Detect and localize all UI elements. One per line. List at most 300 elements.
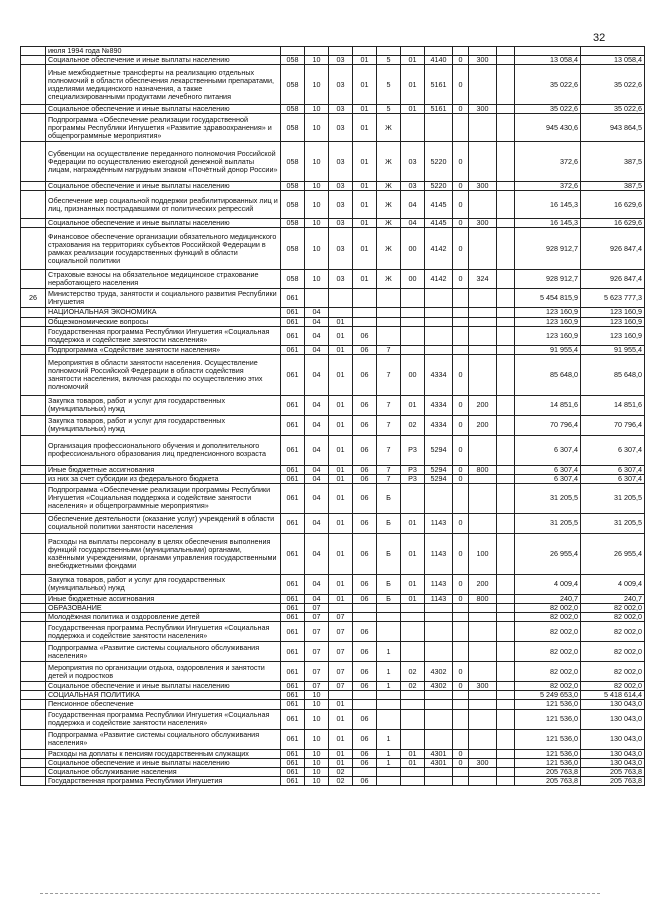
table-row [21,483,645,513]
code-subsection: 07 [329,682,353,691]
row-number [21,345,46,354]
code-subsection: 03 [329,65,353,105]
code-direction [425,691,453,700]
amount-2025: 35 022,6 [581,105,645,114]
code-expense-type: 300 [469,105,497,114]
row-number [21,114,46,142]
row-number [21,228,46,270]
row-number [21,691,46,700]
code-subprogram [377,776,401,785]
row-name: Социальное обеспечение и иные выплаты населению [46,758,281,767]
row-name: Субвенции на осуществление переданного полномочия Российской Федерации по осуществлению ежегодной денежной выплаты лицам, награждённым нагрудным знаком «Почётный донор России» [46,142,281,182]
table-row [21,65,645,105]
table-row [21,395,645,415]
code-subprogram [377,326,401,345]
code-section: 10 [305,219,329,228]
code-direction [425,114,453,142]
row-name: Подпрограмма «Обеспечение реализации программы Республики Ингушетия «Социальная поддержка и содействие занятости населения» и общепрограммные мероприятия» [46,483,281,513]
row-name: Иные бюджетные ассигнования [46,465,281,474]
code-ministry: 061 [281,613,305,622]
code-direction [425,642,453,662]
code-direction: 5294 [425,465,453,474]
code-subsection: 01 [329,574,353,594]
code-empty [497,749,515,758]
row-name: Общеэкономические вопросы [46,317,281,326]
code-expense-type [469,191,497,219]
amount-2025: 943 864,5 [581,114,645,142]
code-subprogram: 7 [377,345,401,354]
code-ministry: 061 [281,776,305,785]
code-empty [497,56,515,65]
code-subsection: 07 [329,622,353,642]
row-number [21,533,46,574]
code-extra: 0 [453,415,469,435]
row-name: Организация профессионального обучения и дополнительного профессионального образования лиц предпенсионного возраста [46,435,281,465]
code-extra [453,709,469,729]
code-expense-type [469,345,497,354]
code-extra: 0 [453,682,469,691]
table-row [21,105,645,114]
code-ministry: 061 [281,662,305,682]
table-row [21,182,645,191]
table-row [21,758,645,767]
table-row [21,613,645,622]
code-subsection: 01 [329,326,353,345]
code-ministry: 061 [281,749,305,758]
code-extra: 0 [453,142,469,182]
code-event [401,776,425,785]
row-name: Государственная программа Республики Ингушетия «Социальная поддержка и содействие занятости населения» [46,622,281,642]
code-ministry: 061 [281,345,305,354]
code-ministry: 058 [281,270,305,289]
row-number [21,700,46,709]
code-subprogram: Ж [377,142,401,182]
code-subprogram: 1 [377,662,401,682]
code-subsection: 03 [329,114,353,142]
amount-2024: 16 145,3 [515,191,581,219]
code-direction [425,345,453,354]
code-direction: 1143 [425,574,453,594]
code-subsection: 01 [329,483,353,513]
row-name: Мероприятия в области занятости населения. Осуществление полномочий Российской Федерации в области содействия занятости населения, включая расходы по осуществлению этих полномочий [46,354,281,395]
amount-2024: 121 536,0 [515,758,581,767]
code-empty [497,709,515,729]
footer-divider [40,893,600,894]
code-event: 01 [401,56,425,65]
code-subprogram: Б [377,533,401,574]
amount-2024: 26 955,4 [515,533,581,574]
code-ministry: 061 [281,758,305,767]
code-event: 03 [401,142,425,182]
amount-2025: 82 002,0 [581,642,645,662]
row-number [21,142,46,182]
row-name: Закупка товаров, работ и услуг для государственных (муниципальных) нужд [46,574,281,594]
amount-2024: 13 058,4 [515,56,581,65]
code-empty [497,435,515,465]
amount-2025: 31 205,5 [581,513,645,533]
code-program: 01 [353,182,377,191]
code-section: 10 [305,749,329,758]
code-section: 04 [305,483,329,513]
code-program: 06 [353,682,377,691]
code-direction: 4302 [425,682,453,691]
amount-2024: 82 002,0 [515,642,581,662]
row-number [21,395,46,415]
table-row [21,114,645,142]
code-subsection: 01 [329,709,353,729]
table-row [21,219,645,228]
code-program: 01 [353,65,377,105]
code-empty [497,354,515,395]
code-expense-type [469,776,497,785]
amount-2024: 82 002,0 [515,682,581,691]
row-name: Социальное обеспечение и иные выплаты населению [46,56,281,65]
code-subprogram: 5 [377,105,401,114]
row-number [21,354,46,395]
code-empty [497,114,515,142]
code-extra [453,114,469,142]
code-section [305,289,329,308]
code-empty [497,105,515,114]
table-row [21,749,645,758]
table-row [21,191,645,219]
row-number [21,662,46,682]
code-section: 04 [305,574,329,594]
code-program: 06 [353,415,377,435]
amount-2025: 31 205,5 [581,483,645,513]
code-extra [453,326,469,345]
code-event [401,642,425,662]
table-row [21,142,645,182]
amount-2024: 240,7 [515,594,581,603]
amount-2025: 387,5 [581,182,645,191]
code-section: 10 [305,142,329,182]
amount-2025: 926 847,4 [581,228,645,270]
code-subsection: 01 [329,465,353,474]
code-extra [453,776,469,785]
code-program: 06 [353,758,377,767]
code-empty [497,182,515,191]
code-direction: 4142 [425,228,453,270]
code-empty [497,47,515,56]
code-subsection: 03 [329,56,353,65]
code-direction [425,767,453,776]
code-empty [497,326,515,345]
code-empty [497,767,515,776]
amount-2025: 82 002,0 [581,613,645,622]
amount-2024: 5 454 815,9 [515,289,581,308]
code-subsection: 01 [329,749,353,758]
amount-2025: 26 955,4 [581,533,645,574]
code-direction: 4140 [425,56,453,65]
code-extra [453,767,469,776]
code-direction: 5294 [425,474,453,483]
code-direction [425,622,453,642]
code-expense-type [469,354,497,395]
code-event: 01 [401,574,425,594]
code-event: Р3 [401,435,425,465]
code-program: 01 [353,270,377,289]
amount-2025: 82 002,0 [581,622,645,642]
row-name: Расходы на выплаты персоналу в целях обеспечения выполнения функций государственными (муниципальными) органами, казёнными учреждениями, органами управления государственными внебюджетными фондами [46,533,281,574]
code-subprogram [377,308,401,317]
code-section: 04 [305,345,329,354]
code-subprogram: Ж [377,219,401,228]
code-subprogram: Б [377,513,401,533]
code-section: 07 [305,604,329,613]
amount-2025: 926 847,4 [581,270,645,289]
code-program: 06 [353,345,377,354]
code-extra [453,642,469,662]
code-section: 10 [305,700,329,709]
row-name: Иные межбюджетные трансферты на реализацию отдельных полномочий в области обеспечения лекарственными препаратами, изделиями медицинского назначения, а также специализированными продуктами лечебного питания [46,65,281,105]
table-row [21,228,645,270]
code-event: 01 [401,395,425,415]
table-row [21,354,645,395]
code-extra: 0 [453,435,469,465]
code-expense-type: 300 [469,56,497,65]
code-subprogram: 7 [377,465,401,474]
code-empty [497,776,515,785]
code-ministry: 061 [281,435,305,465]
code-ministry: 061 [281,682,305,691]
code-subsection: 02 [329,767,353,776]
code-section: 04 [305,513,329,533]
code-empty [497,622,515,642]
code-section: 04 [305,395,329,415]
code-ministry: 058 [281,219,305,228]
code-subsection: 01 [329,594,353,603]
code-extra: 0 [453,56,469,65]
code-subprogram: Ж [377,191,401,219]
row-name: Расходы на доплаты к пенсиям государственным служащих [46,749,281,758]
code-section: 10 [305,105,329,114]
code-extra [453,308,469,317]
code-program: 06 [353,533,377,574]
code-subsection: 03 [329,219,353,228]
code-program: 01 [353,191,377,219]
code-section: 10 [305,691,329,700]
amount-2024: 5 249 653,0 [515,691,581,700]
code-ministry: 061 [281,767,305,776]
code-direction [425,308,453,317]
code-event [401,604,425,613]
code-ministry: 061 [281,289,305,308]
code-section: 04 [305,465,329,474]
table-row [21,435,645,465]
code-ministry: 061 [281,622,305,642]
code-subprogram: Ж [377,270,401,289]
amount-2025: 82 002,0 [581,604,645,613]
code-expense-type [469,308,497,317]
amount-2025: 82 002,0 [581,662,645,682]
code-program: 06 [353,474,377,483]
amount-2025: 130 043,0 [581,729,645,749]
code-empty [497,662,515,682]
code-empty [497,594,515,603]
code-subprogram: 1 [377,749,401,758]
amount-2024: 6 307,4 [515,474,581,483]
code-section: 04 [305,435,329,465]
code-expense-type: 300 [469,758,497,767]
code-subprogram [377,700,401,709]
code-empty [497,415,515,435]
code-empty [497,65,515,105]
row-name: Пенсионное обеспечение [46,700,281,709]
code-program: 06 [353,483,377,513]
code-empty [497,729,515,749]
amount-2024: 123 160,9 [515,308,581,317]
row-number [21,513,46,533]
code-section: 04 [305,533,329,574]
code-empty [497,270,515,289]
amount-2024: 70 796,4 [515,415,581,435]
code-direction [425,709,453,729]
code-program [353,289,377,308]
code-section: 07 [305,642,329,662]
code-subprogram: Б [377,594,401,603]
code-expense-type [469,749,497,758]
code-subsection: 01 [329,513,353,533]
code-section: 10 [305,228,329,270]
row-number [21,642,46,662]
code-event: 01 [401,594,425,603]
amount-2025: 130 043,0 [581,700,645,709]
code-event [401,622,425,642]
amount-2024: 945 430,6 [515,114,581,142]
code-section: 10 [305,114,329,142]
code-subprogram: 7 [377,435,401,465]
amount-2024: 16 145,3 [515,219,581,228]
row-name: Обеспечение мер социальной поддержки реабилитированных лиц и лиц, признанных пострадавшими от политических репрессий [46,191,281,219]
code-empty [497,474,515,483]
code-direction: 4301 [425,758,453,767]
amount-2024: 372,6 [515,182,581,191]
code-program: 06 [353,776,377,785]
code-expense-type [469,729,497,749]
amount-2024: 91 955,4 [515,345,581,354]
code-event: 02 [401,662,425,682]
code-extra [453,729,469,749]
code-expense-type [469,114,497,142]
code-program: 06 [353,513,377,533]
code-subsection: 01 [329,474,353,483]
table-row [21,415,645,435]
row-name: Закупка товаров, работ и услуг для государственных (муниципальных) нужд [46,395,281,415]
code-extra [453,604,469,613]
row-number [21,465,46,474]
code-ministry: 061 [281,395,305,415]
code-expense-type [469,474,497,483]
code-direction [425,317,453,326]
amount-2025: 205 763,8 [581,767,645,776]
code-direction: 4334 [425,415,453,435]
row-number [21,767,46,776]
code-event [401,691,425,700]
code-section: 04 [305,308,329,317]
row-name: Государственная программа Республики Ингушетия «Социальная поддержка и содействие занятости населения» [46,326,281,345]
code-subprogram: 7 [377,474,401,483]
code-extra: 0 [453,474,469,483]
row-name: Молодёжная политика и оздоровление детей [46,613,281,622]
code-subsection: 07 [329,662,353,682]
code-section: 07 [305,662,329,682]
code-extra [453,622,469,642]
row-number: 26 [21,289,46,308]
code-empty [497,758,515,767]
row-number [21,105,46,114]
code-ministry: 061 [281,574,305,594]
code-subsection: 03 [329,191,353,219]
amount-2024: 928 912,7 [515,228,581,270]
code-extra: 0 [453,758,469,767]
code-program [353,308,377,317]
amount-2024: 6 307,4 [515,465,581,474]
row-name: Социальное обеспечение и иные выплаты населению [46,682,281,691]
amount-2024: 35 022,6 [515,65,581,105]
code-subprogram [377,613,401,622]
row-name: Социальное обеспечение и иные выплаты населению [46,219,281,228]
code-section: 04 [305,354,329,395]
code-subsection: 03 [329,105,353,114]
code-empty [497,465,515,474]
code-section: 10 [305,191,329,219]
amount-2024: 31 205,5 [515,483,581,513]
row-number [21,758,46,767]
row-name: Государственная программа Республики Ингушетия «Социальная поддержка и содействие занятости населения» [46,709,281,729]
amount-2024: 121 536,0 [515,709,581,729]
code-subsection: 03 [329,182,353,191]
code-expense-type [469,65,497,105]
code-program: 06 [353,435,377,465]
amount-2024: 82 002,0 [515,622,581,642]
code-expense-type [469,483,497,513]
code-expense-type [469,709,497,729]
amount-2024: 928 912,7 [515,270,581,289]
row-name: Подпрограмма «Обеспечение реализации государственной программы Республики Ингушетия «Развитие здравоохранения» и общепрограммные мероприятия» [46,114,281,142]
code-ministry: 058 [281,191,305,219]
code-event: 01 [401,65,425,105]
table-row [21,622,645,642]
amount-2024: 6 307,4 [515,435,581,465]
table-row [21,513,645,533]
row-number [21,415,46,435]
row-number [21,435,46,465]
code-program: 06 [353,465,377,474]
row-number [21,622,46,642]
code-extra: 0 [453,354,469,395]
code-program: 06 [353,354,377,395]
code-section: 10 [305,65,329,105]
code-subsection [329,289,353,308]
code-subprogram: 5 [377,65,401,105]
code-ministry: 061 [281,642,305,662]
code-extra: 0 [453,395,469,415]
code-program: 06 [353,749,377,758]
row-name: Страховые взносы на обязательное медицинское страхование неработающего населения [46,270,281,289]
code-subsection: 07 [329,613,353,622]
code-subsection: 03 [329,228,353,270]
code-subprogram [377,604,401,613]
code-empty [497,574,515,594]
amount-2024: 123 160,9 [515,326,581,345]
amount-2024: 205 763,8 [515,767,581,776]
code-expense-type: 200 [469,415,497,435]
code-ministry: 061 [281,326,305,345]
code-event [401,613,425,622]
code-subprogram: 7 [377,354,401,395]
code-expense-type [469,691,497,700]
